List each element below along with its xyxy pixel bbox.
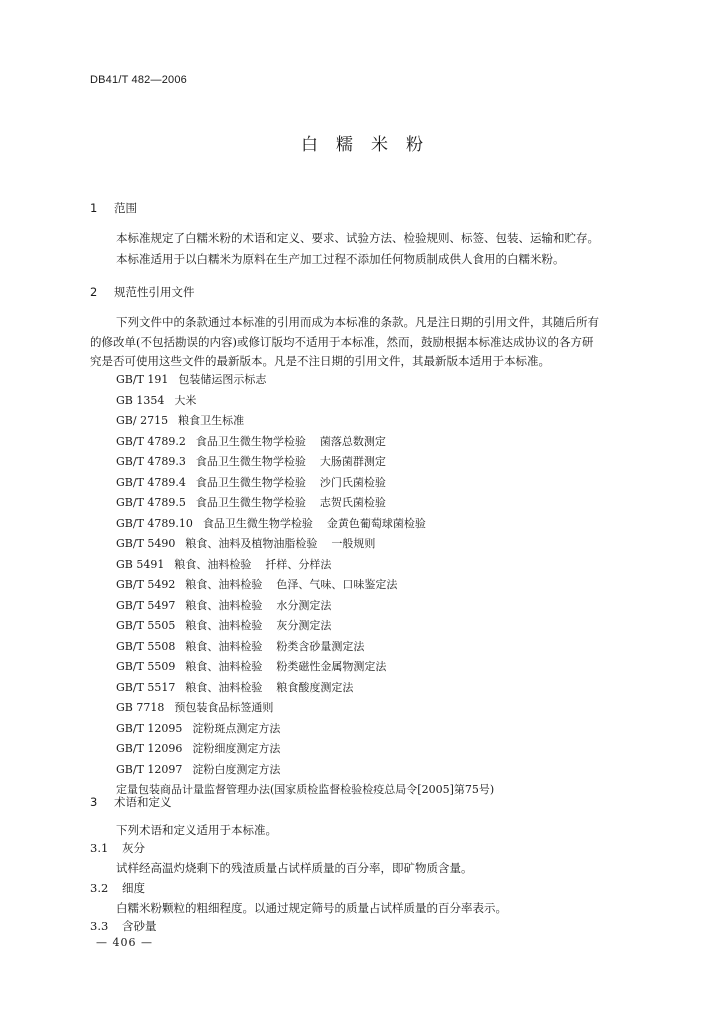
list-item: 定量包装商品计量监督管理办法(国家质检监督检验检疫总局令[2005]第75号): [116, 783, 495, 796]
section-heading-scope: [90, 200, 137, 216]
list-item: GB/T 5517 粮食、油料检验 粮食酸度测定法: [116, 680, 354, 694]
list-item: GB/T 12096 淀粉细度测定方法: [116, 742, 281, 755]
list-item: GB/T 5490 粮食、油料及植物油脂检验 一般规则: [116, 537, 376, 550]
section-heading-normative-references: [90, 284, 195, 300]
page-title: 白糯米粉: [301, 135, 441, 155]
references-intro-line-3: 究是否可使用这些文件的最新版本。凡是不注日期的引用文件，其最新版本适用于本标准。: [90, 354, 550, 368]
term-heading-sand: 3.3 含砂量: [90, 919, 157, 933]
section-title: 规范性引用文件: [114, 285, 195, 299]
term-definition-ash: 试样经高温灼烧剩下的残渣质量占试样质量的百分率，即矿物质含量。: [116, 861, 473, 875]
list-item: GB/ 2715 粮食卫生标准: [116, 414, 245, 427]
page-number: — 406 —: [96, 936, 153, 949]
list-item: GB/T 4789.2 食品卫生微生物学检验 菌落总数测定: [116, 434, 386, 448]
section-number: 3: [90, 795, 98, 809]
list-item: GB/T 5497 粮食、油料检验 水分测定法: [116, 598, 332, 612]
scope-paragraph-2: 本标准适用于以白糯米为原料在生产加工过程不添加任何物质制成供人食用的白糯米粉。: [116, 252, 565, 266]
list-item: GB/T 5505 粮食、油料检验 灰分测定法: [116, 619, 332, 632]
list-item: GB/T 4789.4 食品卫生微生物学检验 沙门氏菌检验: [116, 475, 386, 489]
list-item: GB/T 4789.3 食品卫生微生物学检验 大肠菌群测定: [116, 455, 386, 468]
list-item: GB 7718 预包装食品标签通则: [116, 701, 274, 714]
list-item: GB 5491 粮食、油料检验 扦样、分样法: [116, 557, 332, 571]
list-item: GB/T 4789.5 食品卫生微生物学检验 志贺氏菌检验: [116, 496, 386, 509]
section-number: 1: [90, 201, 98, 215]
scope-paragraph-1: 本标准规定了白糯米粉的术语和定义、要求、试验方法、检验规则、标签、包装、运输和贮存。: [116, 231, 599, 245]
references-intro-line-2: 的修改单(不包括勘误的内容)或修订版均不适用于本标准，然而，鼓励根据本标准达成协议的各方研: [90, 335, 594, 349]
list-item: GB/T 191 包装储运图示标志: [116, 373, 267, 386]
term-heading-ash: 3.1 灰分: [90, 841, 145, 855]
section-heading-terms: [90, 794, 172, 810]
reference-list: [116, 370, 494, 801]
list-item: GB/T 4789.10 食品卫生微生物学检验 金黄色葡萄球菌检验: [116, 516, 426, 530]
list-item: GB/T 12097 淀粉白度测定方法: [116, 762, 281, 776]
section-title: 范围: [114, 201, 137, 215]
references-intro-line-1: 下列文件中的条款通过本标准的引用而成为本标准的条款。凡是注日期的引用文件，其随后所有: [116, 315, 599, 329]
list-item: GB/T 5492 粮食、油料检验 色泽、气味、口味鉴定法: [116, 578, 398, 591]
term-definition-fineness: 白糯米粉颗粒的粗细程度。以通过规定筛号的质量占试样质量的百分率表示。: [116, 901, 507, 915]
terms-intro: 下列术语和定义适用于本标准。: [116, 823, 277, 837]
section-title: 术语和定义: [114, 795, 172, 809]
section-number: 2: [90, 285, 98, 299]
list-item: GB/T 5509 粮食、油料检验 粉类磁性金属物测定法: [116, 660, 387, 673]
list-item: GB 1354 大米: [116, 393, 197, 407]
standard-code: DB41/T 482—2006: [90, 74, 187, 86]
term-heading-fineness: 3.2 细度: [90, 881, 145, 895]
list-item: GB/T 5508 粮食、油料检验 粉类含砂量测定法: [116, 639, 365, 653]
list-item: GB/T 12095 淀粉斑点测定方法: [116, 721, 281, 735]
